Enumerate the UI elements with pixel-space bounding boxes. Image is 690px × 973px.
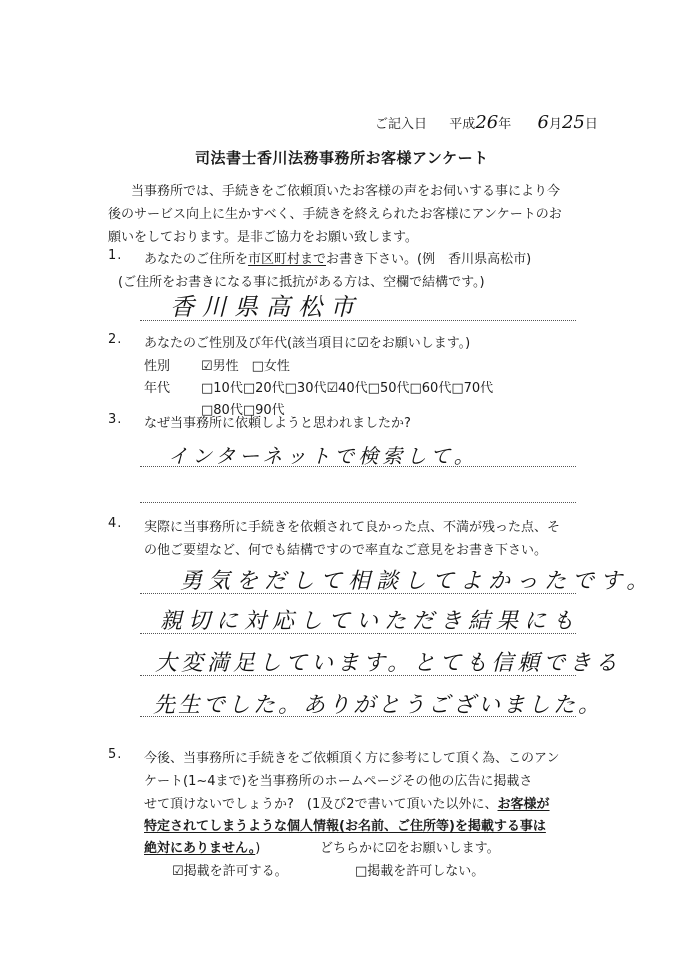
intro-line-3: 願いをしております。是非ご協力をお願い致します。 xyxy=(108,230,418,245)
date-era: 平成 xyxy=(449,117,476,132)
date-month-unit: 月 xyxy=(548,117,562,132)
q3-answer: インターネットで検索して。 xyxy=(168,444,478,468)
q1-note: (ご住所をお書きになる事に抵抗がある方は、空欄で結構です。) xyxy=(118,275,485,290)
q4-rule-4 xyxy=(140,716,576,717)
date-header xyxy=(375,112,598,133)
q4-rule-3 xyxy=(140,675,576,676)
intro-line-1: 当事務所では、手続きをご依頼頂いたお客様の声をお伺いする事により今 xyxy=(131,184,561,199)
q1-text-underlined: 市区町村まで xyxy=(248,252,327,267)
q2-number: 2. xyxy=(108,332,123,347)
q5-option-deny: □掲載を許可しない。 xyxy=(355,864,485,879)
page-title: 司法書士香川法務事務所お客様アンケート xyxy=(195,149,489,167)
q4-answer-line-4: 先生でした。ありがとうございました。 xyxy=(153,693,604,718)
q4-question-line-1: 実際に当事務所に手続きを依頼されて良かった点、不満が残った点、そ xyxy=(144,520,561,535)
q3-question: なぜ当事務所に依頼しようと思われましたか? xyxy=(144,416,411,431)
q1-text-pre: あなたのご住所を xyxy=(144,252,249,267)
q5-line-4: 特定されてしまうような個人情報(お名前、ご住所等)を掲載する事は xyxy=(144,819,546,834)
q4-answer-line-3: 大変満足しています。とても信頼できる xyxy=(155,651,622,676)
intro-line-2: 後のサービス向上に生かすべく、手続きを終えられたお客様にアンケートのお xyxy=(108,207,562,222)
date-day: 25 xyxy=(561,112,585,133)
q5-choose-instruction: どちらかに☑をお願いします。 xyxy=(320,841,500,856)
q4-answer-line-2: 親切に対応していただき結果にも xyxy=(160,609,581,634)
q2-age-row-1: □10代□20代□30代☑40代□50代□60代□70代 xyxy=(201,381,494,396)
date-year-unit: 年 xyxy=(498,117,512,132)
q5-line-3-text: せて頂けないでしょうか? (1及び2で書いて頂いた以外に、 xyxy=(144,797,498,812)
q4-answer-line-1: 勇気をだして相談してよかったです。 xyxy=(180,569,655,594)
q5-line-2: ケート(1~4まで)を当事務所のホームページその他の広告に掲載さ xyxy=(144,774,533,789)
q5-option-allow: ☑掲載を許可する。 xyxy=(172,864,288,879)
date-day-unit: 日 xyxy=(584,117,598,132)
q5-line-3-underlined: お客様が xyxy=(497,797,550,812)
q2-gender-label: 性別 xyxy=(144,359,171,374)
q5-line-1: 今後、当事務所に手続きをご依頼頂く方に参考にして頂く為、このアン xyxy=(144,751,560,766)
q3-answer-line-1 xyxy=(140,466,576,467)
q1-answer-line xyxy=(140,320,576,321)
date-month: 6 xyxy=(537,112,549,133)
q5-line-5-underlined: 絶対にありません。 xyxy=(144,841,256,856)
q1-answer: 香川県高松市 xyxy=(170,293,362,321)
date-label: ご記入日 xyxy=(375,117,428,132)
q5-line-3 xyxy=(144,793,550,812)
q5-line-5-post: ) xyxy=(255,841,261,856)
q4-number: 4. xyxy=(108,516,123,531)
q5-number: 5. xyxy=(108,747,123,762)
q4-question-line-2: の他ご要望など、何でも結構ですので率直なご意見をお書き下さい。 xyxy=(144,543,548,558)
q2-gender-options: ☑男性 □女性 xyxy=(201,359,290,374)
q4-rule-2 xyxy=(140,633,576,634)
q2-age-label: 年代 xyxy=(144,381,171,396)
q2-age-row-2: □80代□90代 xyxy=(201,403,285,418)
q3-number: 3. xyxy=(108,412,123,427)
q3-answer-line-2 xyxy=(140,502,576,503)
q4-rule-1 xyxy=(140,593,576,594)
q5-line-5 xyxy=(144,837,260,856)
q1-text-post: お書き下さい。(例 香川県高松市) xyxy=(326,252,532,267)
q1-question xyxy=(144,248,531,267)
q2-question: あなたのご性別及び年代(該当項目に☑をお願いします。) xyxy=(144,336,471,351)
date-year: 26 xyxy=(475,112,499,133)
q1-number: 1. xyxy=(108,248,123,263)
